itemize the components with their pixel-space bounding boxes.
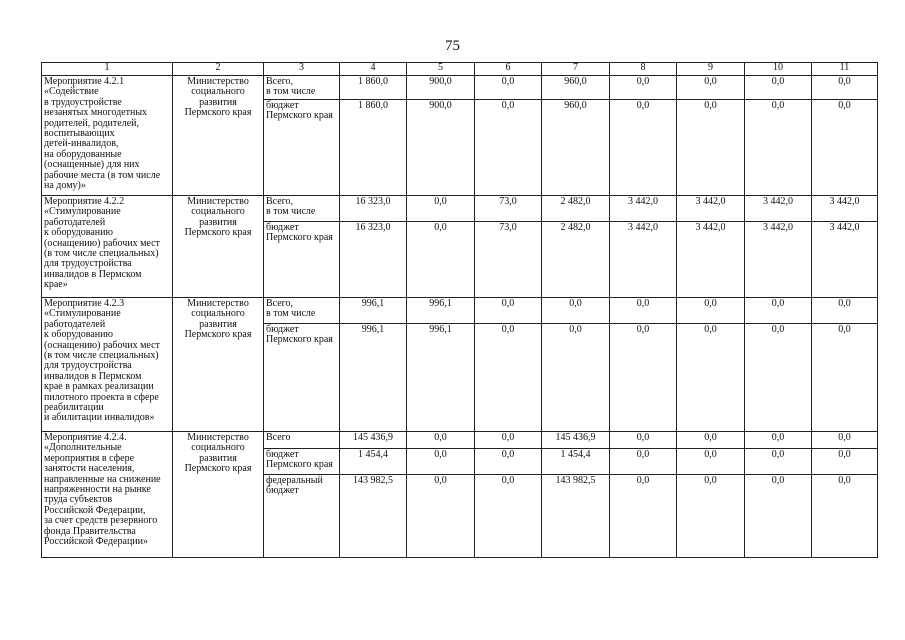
amount-cell: 0,0 [677,475,745,558]
amount-cell: 0,0 [407,196,475,222]
amount-cell: 0,0 [407,449,475,475]
amount-cell: 0,0 [475,76,542,100]
amount-cell: 3 442,0 [677,196,745,222]
table-body [42,76,878,558]
funding-source-cell: Всего, в том числе [264,298,340,324]
amount-cell: 145 436,9 [542,432,610,449]
funding-source-cell: бюджет Пермского края [264,222,340,298]
amount-cell: 0,0 [677,432,745,449]
amount-cell: 0,0 [812,76,878,100]
amount-cell: 73,0 [475,222,542,298]
col-header: 11 [812,63,878,76]
col-header: 5 [407,63,475,76]
amount-cell: 0,0 [812,432,878,449]
amount-cell: 0,0 [610,76,677,100]
amount-cell: 3 442,0 [812,196,878,222]
amount-cell: 960,0 [542,100,610,196]
amount-cell: 996,1 [407,298,475,324]
amount-cell: 996,1 [340,298,407,324]
funding-source-cell: бюджет Пермского края [264,449,340,475]
amount-cell: 0,0 [812,449,878,475]
amount-cell: 2 482,0 [542,196,610,222]
amount-cell: 2 482,0 [542,222,610,298]
amount-cell: 145 436,9 [340,432,407,449]
table-row [42,76,878,100]
amount-cell: 0,0 [475,324,542,432]
amount-cell: 0,0 [745,100,812,196]
amount-cell: 0,0 [745,324,812,432]
event-name-cell: Мероприятие 4.2.4. «Дополнительные мероприятия в сфере занятости населения, направленные на снижение напряженности на рынке труда субъектов Российской Федерации, за счет средств резервного фонда Правительства Российской Федерации» [42,432,173,558]
program-table [41,62,878,558]
amount-cell: 3 442,0 [610,222,677,298]
amount-cell: 996,1 [407,324,475,432]
amount-cell: 0,0 [745,449,812,475]
col-header: 4 [340,63,407,76]
amount-cell: 0,0 [745,76,812,100]
funding-source-cell: Всего, в том числе [264,76,340,100]
amount-cell: 0,0 [610,298,677,324]
amount-cell: 0,0 [812,324,878,432]
amount-cell: 0,0 [407,475,475,558]
funding-source-cell: бюджет Пермского края [264,100,340,196]
funding-source-cell: федеральный бюджет [264,475,340,558]
col-header: 6 [475,63,542,76]
amount-cell: 0,0 [610,449,677,475]
funding-source-cell: Всего, в том числе [264,196,340,222]
amount-cell: 16 323,0 [340,196,407,222]
amount-cell: 0,0 [475,100,542,196]
amount-cell: 0,0 [542,298,610,324]
funding-source-cell: бюджет Пермского края [264,324,340,432]
amount-cell: 0,0 [407,222,475,298]
amount-cell: 0,0 [745,475,812,558]
amount-cell: 0,0 [475,475,542,558]
col-header: 8 [610,63,677,76]
amount-cell: 0,0 [677,449,745,475]
executor-cell: Министерство социального развития Пермского края [173,196,264,298]
col-header: 1 [42,63,173,76]
executor-cell: Министерство социального развития Пермского края [173,432,264,558]
amount-cell: 3 442,0 [745,196,812,222]
page-number: 75 [445,38,460,54]
table-row [42,196,878,222]
amount-cell: 0,0 [677,324,745,432]
col-header: 7 [542,63,610,76]
amount-cell: 0,0 [542,324,610,432]
amount-cell: 3 442,0 [677,222,745,298]
event-name-cell: Мероприятие 4.2.3 «Стимулирование работодателей к оборудованию (оснащению) рабочих мест (в том числе специальных) для трудоустройства инвалидов в Пермском крае в рамках реализации пилотного проекта в сфере реабилитации и абилитации инвалидов» [42,298,173,432]
col-header: 3 [264,63,340,76]
amount-cell: 900,0 [407,76,475,100]
executor-cell: Министерство социального развития Пермского края [173,76,264,196]
amount-cell: 0,0 [610,324,677,432]
amount-cell: 0,0 [812,298,878,324]
amount-cell: 0,0 [812,100,878,196]
amount-cell: 3 442,0 [610,196,677,222]
amount-cell: 0,0 [812,475,878,558]
amount-cell: 0,0 [475,449,542,475]
amount-cell: 0,0 [677,298,745,324]
funding-source-cell: Всего [264,432,340,449]
amount-cell: 1 454,4 [340,449,407,475]
amount-cell: 0,0 [610,475,677,558]
amount-cell: 3 442,0 [745,222,812,298]
col-header: 2 [173,63,264,76]
event-name-cell: Мероприятие 4.2.1 «Содействие в трудоустройстве незанятых многодетных родителей, родителей, воспитывающих детей-инвалидов, на оборудованные (оснащенные) для них рабочие места (в том числе на дому)» [42,76,173,196]
col-header: 9 [677,63,745,76]
amount-cell: 1 860,0 [340,76,407,100]
table-row [42,298,878,324]
amount-cell: 0,0 [610,100,677,196]
amount-cell: 0,0 [407,432,475,449]
header-row [42,63,878,76]
amount-cell: 1 860,0 [340,100,407,196]
table-row [42,432,878,449]
executor-cell: Министерство социального развития Пермского края [173,298,264,432]
amount-cell: 0,0 [677,76,745,100]
amount-cell: 996,1 [340,324,407,432]
amount-cell: 143 982,5 [542,475,610,558]
amount-cell: 0,0 [677,100,745,196]
amount-cell: 0,0 [745,432,812,449]
amount-cell: 0,0 [475,298,542,324]
amount-cell: 3 442,0 [812,222,878,298]
amount-cell: 73,0 [475,196,542,222]
col-header: 10 [745,63,812,76]
amount-cell: 0,0 [610,432,677,449]
amount-cell: 960,0 [542,76,610,100]
amount-cell: 900,0 [407,100,475,196]
event-name-cell: Мероприятие 4.2.2 «Стимулирование работодателей к оборудованию (оснащению) рабочих мест (в том числе специальных) для трудоустройства инвалидов в Пермском крае» [42,196,173,298]
amount-cell: 0,0 [745,298,812,324]
amount-cell: 16 323,0 [340,222,407,298]
amount-cell: 0,0 [475,432,542,449]
amount-cell: 1 454,4 [542,449,610,475]
amount-cell: 143 982,5 [340,475,407,558]
